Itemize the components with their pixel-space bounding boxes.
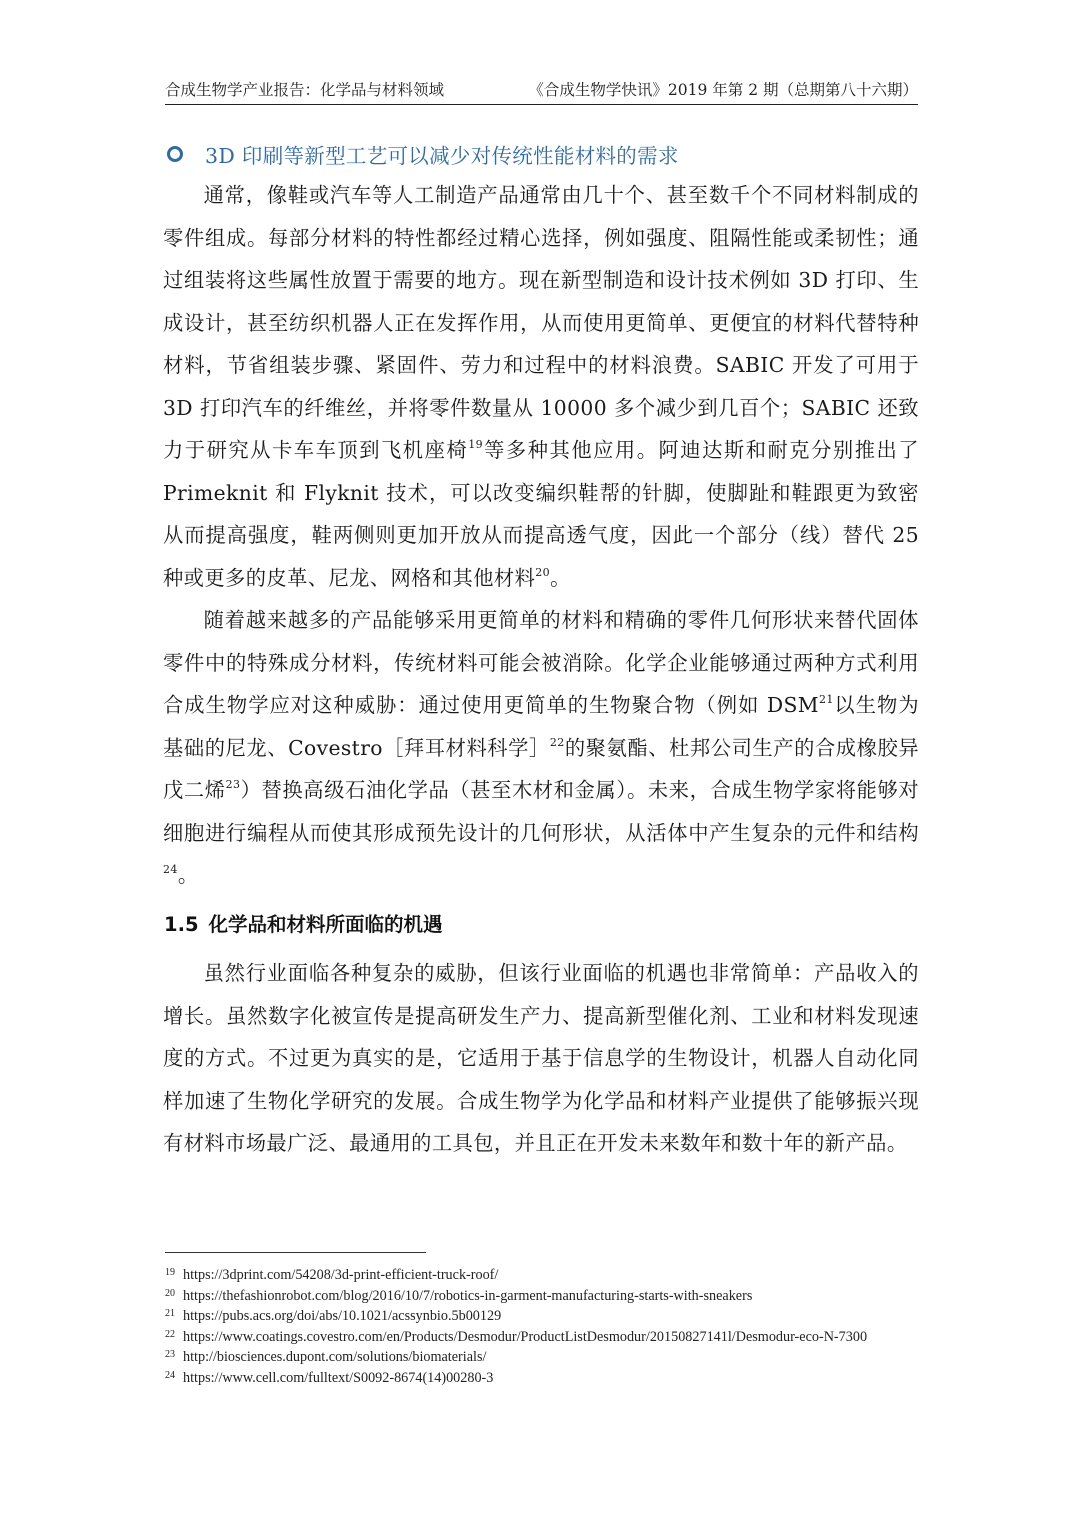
footnote-ref-23: 23 bbox=[225, 778, 241, 792]
footnote-24 bbox=[165, 1369, 925, 1390]
paragraph2-text-3: 的聚氨酯、杜邦公司生产的合成橡胶异戊二烯 bbox=[163, 735, 920, 802]
footnote-link[interactable]: https://thefashionrobot.com/blog/2016/10/7/robotics-in-garment-manufacturing-starts-with-sneakers bbox=[183, 1287, 753, 1304]
body-paragraphs-top bbox=[163, 174, 919, 897]
footnote-link[interactable]: http://biosciences.dupont.com/solutions/biomaterials/ bbox=[183, 1349, 487, 1366]
header-issue-info: 《合成生物学快讯》2019 年第 2 期（总期第八十六期） bbox=[528, 81, 918, 99]
paragraph2-text-5: 。 bbox=[177, 863, 199, 887]
footnote-link[interactable]: https://www.coatings.covestro.com/en/Products/Desmodur/ProductListDesmodur/20150827141l/Desmodur-eco-N-7300 bbox=[183, 1328, 868, 1345]
footnote-ref-22: 22 bbox=[549, 735, 565, 749]
paragraph-3d-printing bbox=[163, 174, 919, 599]
header-report-title: 合成生物学产业报告：化学品与材料领域 bbox=[165, 81, 445, 99]
footnote-23 bbox=[165, 1348, 925, 1369]
footnote-link[interactable]: https://pubs.acs.org/doi/abs/10.1021/acssynbio.5b00129 bbox=[183, 1308, 502, 1325]
paragraph-opportunities: 虽然行业面临各种复杂的威胁，但该行业面临的机遇也非常简单：产品收入的增长。虽然数字化被宣传是提高研发生产力、提高新型催化剂、工业和材料发现速度的方式。不过更为真实的是，它适用于基于信息学的生物设计，机器人自动化同样加速了生物化学研究的发展。合成生物学为化学品和材料产业提供了能够振兴现有材料市场最广泛、最通用的工具包，并且正在开发未来数年和数十年的新产品。 bbox=[163, 961, 919, 1155]
section-title-text: 3D 印刷等新型工艺可以减少对传统性能材料的需求 bbox=[205, 144, 679, 168]
footnote-ref-21: 21 bbox=[818, 693, 834, 707]
footnote-number: 23 bbox=[165, 1349, 175, 1361]
footnote-number: 19 bbox=[165, 1267, 175, 1278]
footnote-number: 24 bbox=[165, 1369, 175, 1381]
footnote-ref-20: 20 bbox=[535, 565, 551, 579]
paragraph1-text-1: 通常，像鞋或汽车等人工制造产品通常由几十个、甚至数千个不同材料制成的零件组成。每部分材料的特性都经过精心选择，例如强度、阻隔性能或柔韧性；通过组装将这些属性放置于需要的地方。现在新型制造和设计技术例如 3D 打印、生成设计，甚至纺织机器人正在发挥作用，从而使用更简单、更便宜的材料代替特种材料，节省组装步骤、紧固件、劳力和过程中的材料浪费。SABIC 开发了可用于 3D 打印汽车的纤维丝，并将零件数量从 10000 多个减少到几百个；SABIC 还致力于研究从卡车车顶到飞机座椅 bbox=[163, 183, 919, 462]
section-heading-1-5 bbox=[164, 909, 443, 937]
section-title bbox=[165, 140, 679, 168]
footnote-21 bbox=[165, 1307, 925, 1328]
paragraph2-text-4: ）替换高级石油化学品（甚至木材和金属）。未来，合成生物学家将能够对细胞进行编程从而使其形成预先设计的几何形状，从活体中产生复杂的元件和结构 bbox=[163, 778, 920, 845]
footnote-number: 22 bbox=[165, 1328, 175, 1340]
heading-number: 1.5 bbox=[164, 913, 199, 936]
footnote-divider bbox=[165, 1252, 426, 1253]
footnote-20 bbox=[165, 1287, 925, 1308]
footnote-number: 21 bbox=[165, 1308, 175, 1320]
footnote-link[interactable]: https://www.cell.com/fulltext/S0092-8674(14)00280-3 bbox=[183, 1369, 494, 1386]
ring-bullet-icon bbox=[167, 146, 183, 162]
footnote-22 bbox=[165, 1328, 925, 1349]
paragraph1-text-3: 。 bbox=[550, 565, 571, 590]
footnote-ref-24: 24 bbox=[163, 863, 178, 877]
body-paragraphs-bottom bbox=[163, 952, 919, 1165]
paragraph1-text-2: 等多种其他应用。阿迪达斯和耐克分别推出了 Primeknit 和 Flyknit 技术，可以改变编织鞋帮的针脚，使脚趾和鞋跟更为致密从而提高强度，鞋两侧则更加开放从而提高透气度，因此一个部分（线）替代 25 种或更多的皮革、尼龙、网格和其他材料 bbox=[163, 438, 919, 590]
page-header bbox=[165, 76, 918, 105]
paragraph2-text-2: 以生物为基础的尼龙、Covestro［拜耳材料科学］ bbox=[163, 693, 919, 760]
footnotes bbox=[165, 1266, 925, 1390]
footnote-link[interactable]: https://3dprint.com/54208/3d-print-efficient-truck-roof/ bbox=[183, 1267, 499, 1283]
footnote-19 bbox=[165, 1266, 925, 1287]
heading-title: 化学品和材料所面临的机遇 bbox=[208, 913, 443, 936]
footnote-ref-19: 19 bbox=[468, 438, 483, 452]
paragraph-biopolymers bbox=[163, 599, 919, 897]
footnote-number: 20 bbox=[165, 1287, 175, 1299]
paragraph2-text-1: 随着越来越多的产品能够采用更简单的材料和精确的零件几何形状来替代固体零件中的特殊成分材料，传统材料可能会被消除。化学企业能够通过两种方式利用合成生物学应对这种威胁：通过使用更简单的生物聚合物（例如 DSM bbox=[163, 608, 919, 717]
